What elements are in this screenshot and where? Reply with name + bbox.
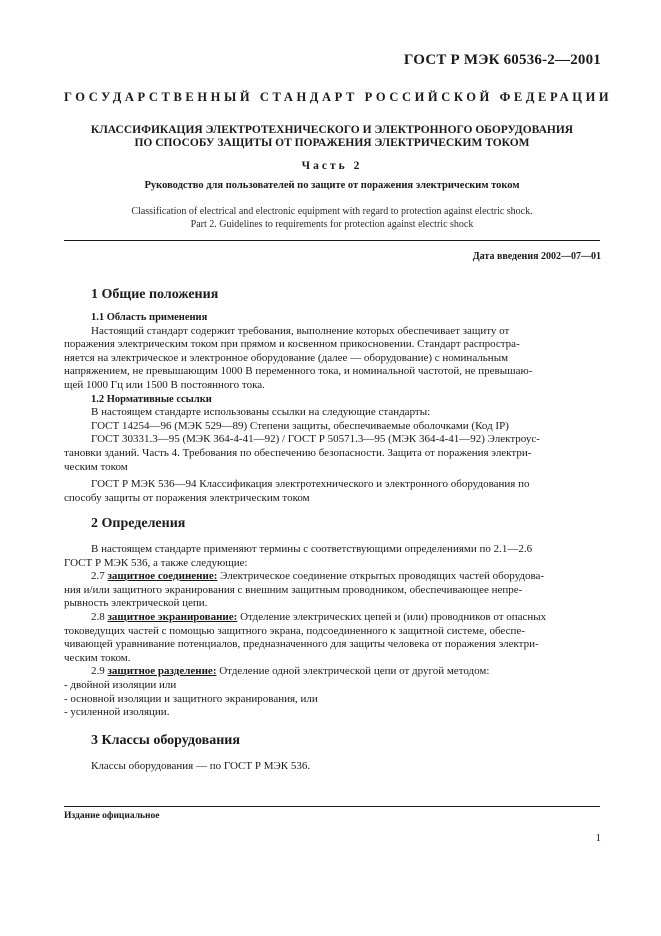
definition-2-8: 2.8 защитное экранирование: Отделение электрических цепей и (или) проводников от опасных (91, 610, 547, 623)
section2-heading: 2 Определения (91, 516, 186, 531)
list-item: - усиленной изоляции. (64, 706, 170, 719)
definition-2-7: 2.7 защитное соединение: Электрическое соединение открытых проводящих частей оборудова- (91, 570, 545, 583)
ref-gost-536-line-2: способу защиты от поражения электрическим током (64, 491, 310, 504)
footer-divider (64, 806, 600, 807)
scope-line-4: напряжением, не превышающим 1000 В переменного тока, и номинальной частотой, не превышаю- (64, 365, 533, 378)
page-number: 1 (595, 832, 601, 844)
section1-scope (64, 311, 600, 505)
section2-definitions (64, 543, 600, 720)
term-protective-screening: защитное экранирование: (107, 610, 238, 623)
term-protective-bonding: защитное соединение: (107, 570, 218, 583)
title-ru-line2: ПО СПОСОБУ ЗАЩИТЫ ОТ ПОРАЖЕНИЯ ЭЛЕКТРИЧЕСКИМ ТОКОМ (134, 137, 530, 149)
subtitle-ru: Руководство для пользователей по защите от поражения электрическим током (144, 180, 520, 191)
title-en (64, 205, 600, 231)
definition-2-7-line-3: рывность электрической цепи. (64, 597, 208, 610)
section1-1-heading: 1.1 Область применения (91, 312, 208, 323)
introduction-date: Дата введения 2002—07—01 (472, 251, 601, 262)
scope-line-1: Настоящий стандарт содержит требования, выполнение которых обеспечивает защиту от (91, 324, 510, 337)
definitions-intro-line-1: В настоящем стандарте применяют термины с соответствующими определениями по 2.1—2.6 (91, 543, 533, 555)
ref-gost-30331-line-1: ГОСТ 30331.3—95 (МЭК 364-4-41—92) / ГОСТ Р 50571.3—95 (МЭК 364-4-41—92) Электроус- (91, 433, 540, 446)
section1-2-heading: 1.2 Нормативные ссылки (91, 393, 212, 405)
list-item: - основной изоляции и защитного экранирования, или (64, 692, 318, 705)
section3-text: Классы оборудования — по ГОСТ Р МЭК 536. (91, 760, 311, 772)
definition-2-7-line-2: ния и/или защитного экранирования с внешним защитным проводником, обеспечивающее непре- (64, 583, 523, 596)
definition-2-8-line-3: чивающей уравнивание потенциалов, предназначенного для защиты человека от поражения электри- (64, 638, 539, 651)
document-code: ГОСТ Р МЭК 60536-2—2001 (403, 52, 601, 68)
scope-line-3: няется на электрическое и электронное оборудование (далее — оборудование) с номинальным (64, 351, 509, 364)
part-label: Часть 2 (301, 160, 363, 172)
ref-gost-30331-line-2: тановки зданий. Часть 4. Требования по обеспечению безопасности. Защита от поражения электри- (64, 446, 532, 459)
title-en-line2: Part 2. Guidelines to requirements for protection against electric shock (190, 219, 474, 230)
refs-intro: В настоящем стандарте использованы ссылки на следующие стандарты: (91, 406, 431, 419)
ref-gost-30331-line-3: ческим током (64, 460, 128, 473)
title-ru-line1: КЛАССИФИКАЦИЯ ЭЛЕКТРОТЕХНИЧЕСКОГО И ЭЛЕКТРОННОГО ОБОРУДОВАНИЯ (90, 124, 574, 136)
title-en-line1: Classification of electrical and electronic equipment with regard to protection against electric shock. (131, 206, 533, 217)
list-item: - двойной изоляции или (64, 678, 177, 691)
state-standard-banner: ГОСУДАРСТВЕННЫЙ СТАНДАРТ РОССИЙСКОЙ ФЕДЕРАЦИИ (64, 90, 613, 104)
section3-heading: 3 Классы оборудования (91, 733, 240, 748)
title-block (64, 124, 600, 231)
section1-heading: 1 Общие положения (91, 287, 219, 302)
definition-2-9: 2.9 защитное разделение: Отделение одной электрической цепи от другой методом: (91, 665, 490, 678)
definitions-intro-line-2: ГОСТ Р МЭК 536, а также следующие: (64, 556, 248, 569)
ref-gost-536-line-1: ГОСТ Р МЭК 536—94 Классификация электротехнического и электронного оборудования по (91, 478, 530, 491)
scope-line-2: поражения электрическим током при прямом и косвенном прикосновении. Стандарт распростра- (64, 338, 520, 351)
official-edition-label: Издание официальное (64, 811, 160, 821)
scope-line-5: щей 1000 Гц или 1500 В постоянного тока. (64, 378, 265, 391)
term-protective-separation: защитное разделение: (107, 665, 217, 678)
definition-2-8-line-2: токоведущих частей с помощью защитного экрана, подсоединенного к защитной системе, обеспе- (64, 624, 525, 637)
ref-gost-14254: ГОСТ 14254—96 (МЭК 529—89) Степени защиты, обеспечиваемые оболочками (Код IP) (91, 419, 509, 432)
header-divider (64, 240, 600, 241)
definition-2-8-line-4: ческим током. (64, 651, 131, 664)
